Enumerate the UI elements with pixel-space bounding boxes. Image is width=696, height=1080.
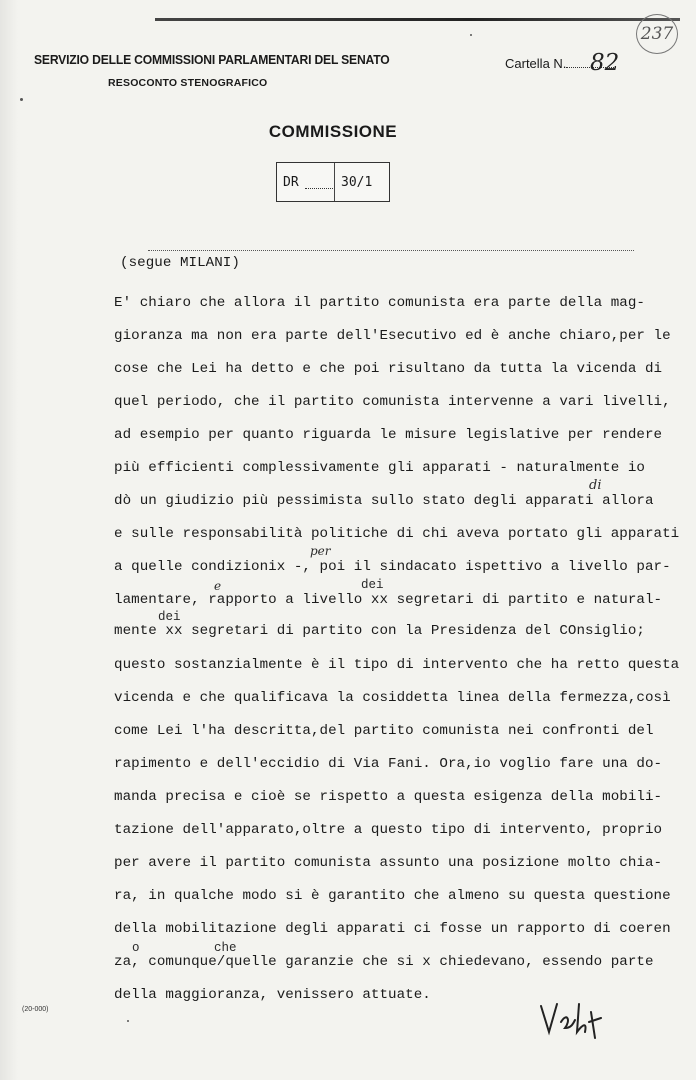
transcript-line: quel periodo, che il partito comunista intervenne a vari livelli,	[114, 394, 671, 410]
transcript-line: ra, in qualche modo si è garantito che almeno su questa questione	[114, 888, 671, 904]
record-number: 30/1	[341, 175, 373, 190]
header-organization: SERVIZIO DELLE COMMISSIONI PARLAMENTARI DEL SENATO	[34, 52, 390, 67]
interlinear-note-dei: dei	[361, 578, 384, 592]
transcript-line: mente xx segretari di partito con la Presidenza del COnsiglio;	[114, 623, 645, 639]
transcript-line: e sulle responsabilità politiche di chi aveva portato gli apparati	[114, 526, 680, 542]
transcript-line: lamentare, rapporto a livello xx segretari di partito e natural-	[114, 592, 663, 608]
cartella-label: Cartella N.	[505, 56, 567, 71]
transcript-line: cose che Lei ha detto e che poi risultano da tutta la vicenda di	[114, 361, 663, 377]
transcript-line: della mobilitazione degli apparati ci fosse un rapporto di coeren	[114, 921, 671, 937]
transcript-line: per avere il partito comunista assunto una posizione molto chia-	[114, 855, 663, 871]
dotted-separator	[148, 250, 634, 251]
top-rule	[155, 18, 680, 21]
transcript-line: rapimento e dell'eccidio di Via Fani. Ora,io voglio fare una do-	[114, 756, 663, 772]
scan-speck	[470, 34, 472, 36]
record-label-dots	[305, 188, 333, 189]
interlinear-note-per: per	[310, 544, 331, 558]
transcript-line: più efficienti complessivamente gli apparati - naturalmente io	[114, 460, 645, 476]
header-subtitle: RESOCONTO STENOGRAFICO	[108, 77, 268, 89]
scan-speck	[20, 98, 23, 101]
interlinear-note-che: che	[214, 941, 237, 955]
interlinear-note-o: o	[132, 941, 140, 955]
record-box	[276, 162, 390, 202]
cartella-number: 82	[590, 50, 620, 76]
interlinear-note-dei-2: dei	[158, 610, 181, 624]
transcript-line: tazione dell'apparato,oltre a questo tipo di intervento, proprio	[114, 822, 663, 838]
handwritten-signature	[537, 998, 605, 1044]
transcript-line: gioranza ma non era parte dell'Esecutivo ed è anche chiaro,per le	[114, 328, 671, 344]
section-title: COMMISSIONE	[268, 122, 398, 141]
transcript-line: za, comunque/quelle garanzie che si x chiedevano, essendo parte	[114, 954, 654, 970]
transcript-line: manda precisa e cioè se rispetto a questa esigenza della mobili-	[114, 789, 663, 805]
scan-edge-shadow	[0, 0, 18, 1080]
record-label: DR	[283, 175, 299, 190]
transcript-line: a quelle condizionix -, poi il sindacato ispettivo a livello par-	[114, 559, 671, 575]
form-code: (20-000)	[22, 1006, 49, 1013]
transcript-line: dò un giudizio più pessimista sullo stato degli apparati allora	[114, 493, 654, 509]
interlinear-note-di: di	[589, 478, 602, 493]
transcript-line: vicenda e che qualificava la cosiddetta linea della fermezza,così	[114, 690, 671, 706]
page-number-stamp: 237	[636, 14, 678, 54]
interlinear-note-e: e	[214, 579, 222, 593]
transcript-line: della maggioranza, venissero attuate.	[114, 987, 431, 1003]
transcript-line: come Lei l'ha descritta,del partito comunista nei confronti del	[114, 723, 654, 739]
transcript-line: E' chiaro che allora il partito comunista era parte della mag-	[114, 295, 645, 311]
transcript-line: questo sostanzialmente è il tipo di intervento che ha retto questa	[114, 657, 680, 673]
scan-speck	[127, 1020, 129, 1022]
record-box-divider	[334, 163, 335, 201]
transcript-line: (segue MILANI)	[120, 255, 240, 271]
transcript-line: ad esempio per quanto riguarda le misure legislative per rendere	[114, 427, 663, 443]
